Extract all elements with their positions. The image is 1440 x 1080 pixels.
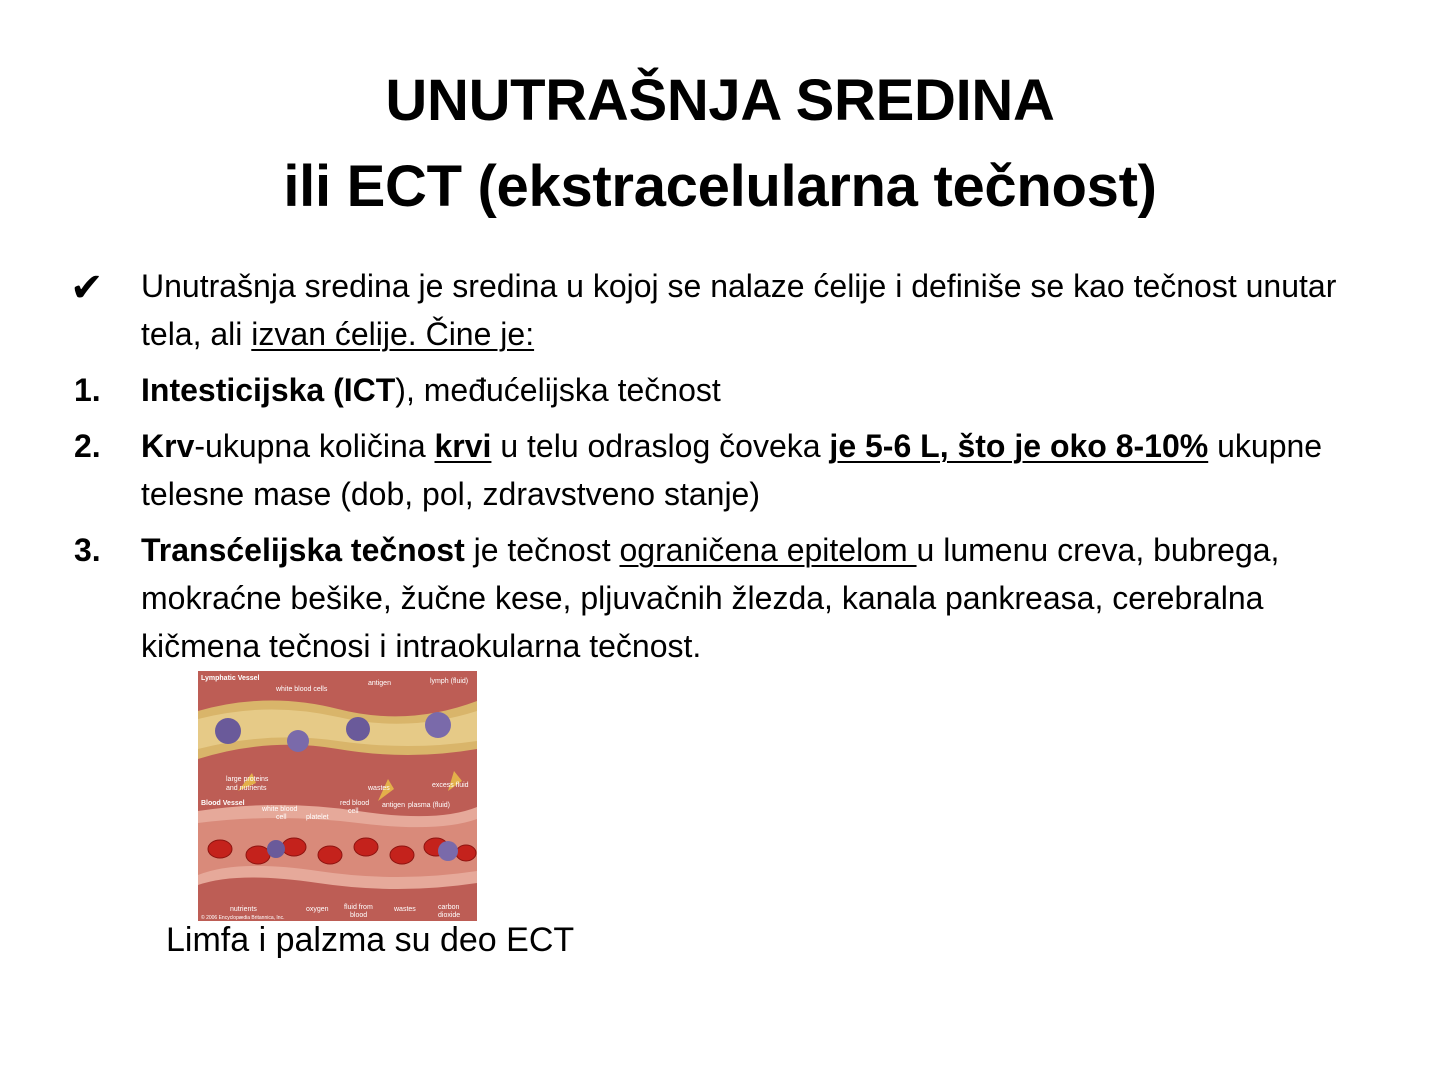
fig-label: red blood — [340, 800, 370, 807]
fig-label: dioxide — [438, 912, 461, 919]
red-cell — [282, 838, 306, 856]
item-2-text-c: ukupne telesne mase (dob, pol, zdravstveno stanje) — [141, 428, 1323, 512]
intro-bullet — [0, 262, 1371, 358]
intro-text: Unutrašnja sredina je sredina u kojoj se nalaze ćelije i definiše se kao tečnost unutar tela, ali — [141, 268, 1337, 352]
title-line-2: ili ECT (ekstracelularna tečnost) — [283, 154, 1157, 219]
fig-label: white blood cells — [276, 686, 328, 693]
intro-underlined: izvan ćelije. Čine je: — [251, 316, 535, 352]
white-cell — [267, 840, 285, 858]
white-cell — [287, 730, 309, 752]
red-cell — [390, 846, 414, 864]
list-number: 3. — [74, 532, 101, 568]
list-item-3 — [0, 526, 1371, 670]
fig-label: blood — [350, 912, 368, 919]
red-cell — [246, 846, 270, 864]
vessel-illustration — [198, 671, 477, 921]
fig-label: antigen — [382, 802, 405, 809]
white-cell — [346, 717, 370, 741]
fig-label: wastes — [368, 785, 390, 792]
white-cell — [425, 712, 451, 738]
fig-label: and nutrients — [226, 785, 267, 792]
fig-label: white blood — [262, 806, 298, 813]
item-2-bold: Krv — [141, 428, 195, 464]
list-number: 1. — [74, 372, 101, 408]
red-cell — [456, 845, 476, 861]
fig-label: carbon — [438, 904, 460, 911]
item-2-text-b: u telu odraslog čoveka — [491, 428, 830, 464]
fig-label: wastes — [394, 906, 416, 913]
check-icon: ✔ — [70, 266, 104, 310]
title-line-1: UNUTRAŠNJA SREDINA — [385, 68, 1055, 133]
fig-label: antigen — [368, 680, 391, 687]
white-cell — [215, 718, 241, 744]
item-2-text-a: -ukupna količina — [194, 428, 435, 464]
item-3-text-b: u lumenu creva, bubrega, mokraćne bešike, žučne kese, pljuvačnih žlezda, kanala pankreasa, cerebralna kičmena tečnosi i intraokularna tečnost. — [141, 532, 1280, 664]
item-1-bold: Intesticijska (ICT — [141, 372, 396, 408]
item-2-bold-underlined-b: je 5-6 L, što je oko 8-10% — [829, 428, 1209, 464]
fig-label: large proteins — [226, 776, 269, 783]
slide-title — [0, 58, 1440, 230]
fig-label: platelet — [306, 814, 329, 821]
fig-copyright: © 2006 Encyclopædia Britannica, Inc. — [201, 915, 285, 921]
red-cell — [354, 838, 378, 856]
list-item-2 — [0, 422, 1371, 518]
item-3-text-a: je tečnost — [464, 532, 620, 568]
item-1-text: ), međućelijska tečnost — [395, 372, 721, 408]
item-3-underlined: ograničena epitelom — [619, 532, 917, 568]
fig-label: lymph (fluid) — [430, 678, 469, 685]
red-cell — [318, 846, 342, 864]
fig-label: fluid from — [344, 904, 373, 911]
fig-label: plasma (fluid) — [408, 802, 451, 809]
fig-label: cell — [348, 808, 359, 815]
slide-content — [0, 262, 1440, 670]
fig-label: Lymphatic Vessel — [201, 675, 260, 682]
list-item-1 — [0, 366, 1371, 414]
white-cell — [438, 841, 458, 861]
fig-label: excess fluid — [432, 782, 469, 789]
fig-label: cell — [276, 814, 287, 821]
fig-label: nutrients — [230, 906, 257, 913]
item-3-bold: Transćelijska tečnost — [141, 532, 465, 568]
item-2-bold-underlined-a: krvi — [434, 428, 492, 464]
fig-label: Blood Vessel — [201, 800, 245, 807]
list-number: 2. — [74, 428, 101, 464]
fig-label: oxygen — [306, 906, 329, 913]
figure-caption: Limfa i palzma su deo ECT — [166, 921, 575, 959]
red-cell — [208, 840, 232, 858]
